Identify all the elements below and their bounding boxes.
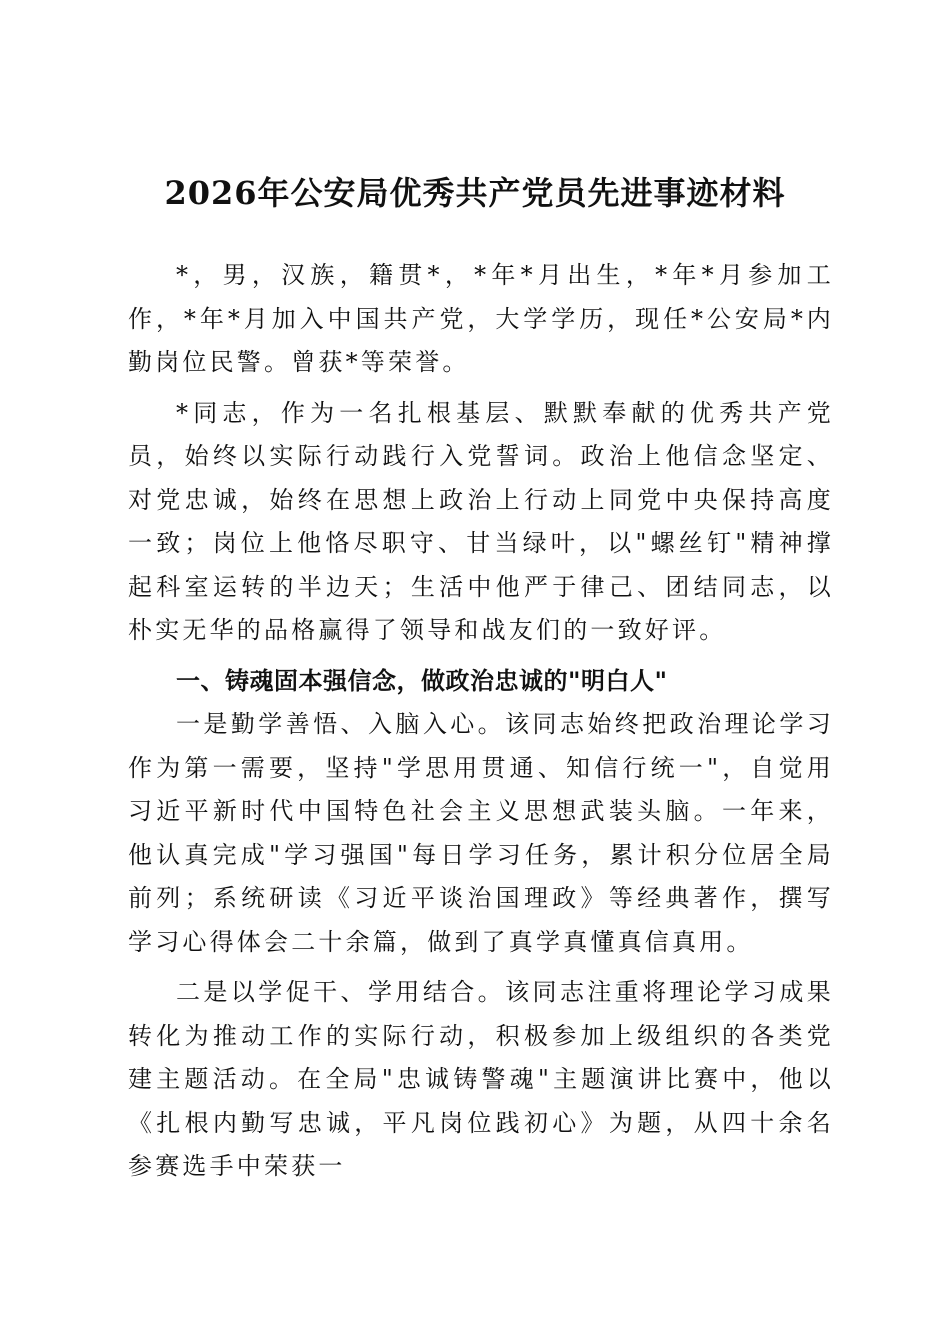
document-body	[128, 254, 834, 1196]
paragraph-intro: *，男，汉族，籍贯*，*年*月出生，*年*月参加工作，*年*月加入中国共产党，大学学历，现任*公安局*内勤岗位民警。曾获*等荣誉。	[128, 261, 834, 376]
document-title: 2026年公安局优秀共产党员先进事迹材料	[164, 174, 786, 212]
paragraph-section-2: 二是以学促干、学用结合。该同志注重将理论学习成果转化为推动工作的实际行动，积极参加上级组织的各类党建主题活动。在全局"忠诚铸警魂"主题演讲比赛中，他以《扎根内勤写忠诚，平凡岗位践初心》为题，从四十余名参赛选手中荣获一	[128, 978, 834, 1180]
section-heading: 一、铸魂固本强信念，做政治忠诚的"明白人"	[176, 666, 668, 695]
paragraph-section-1: 一是勤学善悟、入脑入心。该同志始终把政治理论学习作为第一需要，坚持"学思用贯通、知信行统一"，自觉用习近平新时代中国特色社会主义思想武装头脑。一年来，他认真完成"学习强国"每日学习任务，累计积分位居全局前列；系统研读《习近平谈治国理政》等经典著作，撰写学习心得体会二十余篇，做到了真学真懂真信真用。	[128, 710, 834, 956]
paragraph-summary: *同志，作为一名扎根基层、默默奉献的优秀共产党员，始终以实际行动践行入党誓词。政治上他信念坚定、对党忠诚，始终在思想上政治上行动上同党中央保持高度一致；岗位上他恪尽职守、甘当绿叶，以"螺丝钉"精神撑起科室运转的半边天；生活中他严于律己、团结同志，以朴实无华的品格赢得了领导和战友们的一致好评。	[128, 398, 834, 644]
